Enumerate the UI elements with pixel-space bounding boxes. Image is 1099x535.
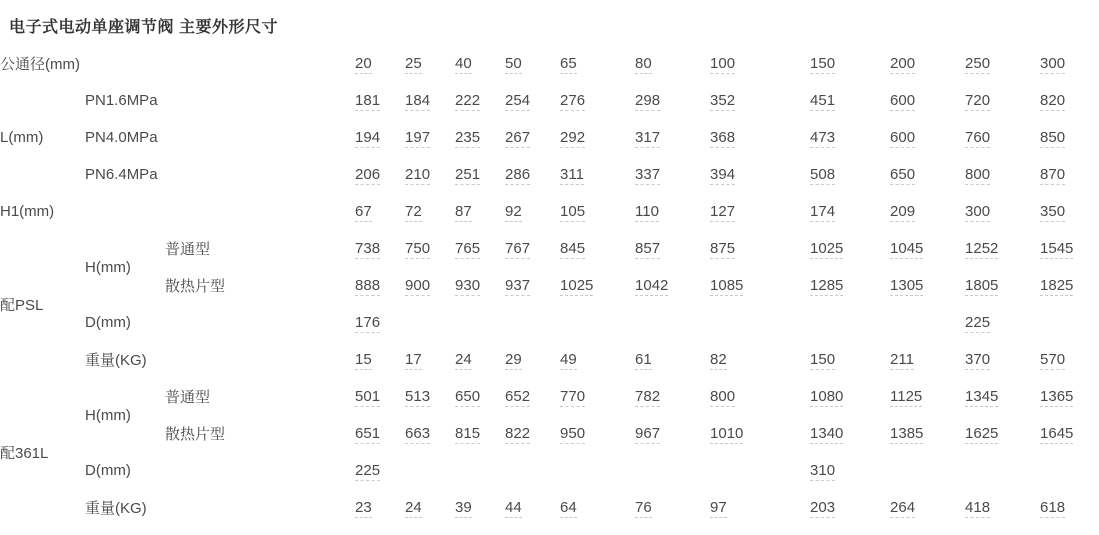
value-cell: 1345 — [965, 388, 999, 405]
value-cell: 513 — [405, 388, 431, 405]
value-cell: 1285 — [810, 277, 844, 294]
value-cell: 235 — [455, 129, 481, 146]
value-cell: 501 — [355, 388, 381, 405]
value-cell: 225 — [965, 314, 991, 331]
value-cell: 24 — [455, 351, 472, 368]
value-cell: 1625 — [965, 425, 999, 442]
table-row — [0, 304, 1099, 341]
value-cell: 352 — [710, 92, 736, 109]
value-cell: 92 — [505, 203, 522, 220]
value-cell — [965, 452, 1040, 489]
value-cell: 1365 — [1040, 388, 1074, 405]
value-cell — [405, 304, 455, 341]
value-cell: 209 — [890, 203, 916, 220]
value-cell: 451 — [810, 92, 836, 109]
value-cell: 394 — [710, 166, 736, 183]
row-label-weight: 重量(KG) — [85, 352, 147, 369]
value-cell — [890, 304, 965, 341]
row-label-pn16: PN1.6MPa — [85, 92, 158, 109]
row-label-L: L(mm) — [0, 129, 44, 146]
table-row — [0, 82, 1099, 119]
value-cell: 800 — [710, 388, 736, 405]
value-cell: 110 — [635, 203, 659, 220]
row-label-D: D(mm) — [85, 462, 131, 479]
value-cell: 663 — [405, 425, 431, 442]
value-cell: 651 — [355, 425, 381, 442]
value-cell: 1025 — [810, 240, 844, 257]
value-cell: 1025 — [560, 277, 594, 294]
value-cell: 310 — [810, 462, 836, 479]
table-row — [0, 230, 1099, 267]
value-cell: 1645 — [1040, 425, 1074, 442]
col-header-cell: 20 — [355, 55, 372, 72]
row-label-pn40: PN4.0MPa — [85, 129, 158, 146]
value-cell: 600 — [890, 129, 916, 146]
value-cell: 418 — [965, 499, 991, 516]
value-cell: 760 — [965, 129, 991, 146]
value-cell: 49 — [560, 351, 577, 368]
value-cell: 967 — [635, 425, 661, 442]
table-row — [0, 119, 1099, 156]
col-header-cell: 200 — [890, 55, 916, 72]
row-label-standard-type: 普通型 — [165, 241, 211, 258]
value-cell: 875 — [710, 240, 736, 257]
value-cell: 1805 — [965, 277, 999, 294]
value-cell — [810, 304, 890, 341]
value-cell — [560, 304, 635, 341]
value-cell: 222 — [455, 92, 481, 109]
value-cell: 97 — [710, 499, 727, 516]
value-cell: 39 — [455, 499, 472, 516]
value-cell: 286 — [505, 166, 531, 183]
row-label-weight: 重量(KG) — [85, 500, 147, 517]
col-header-cell: 25 — [405, 55, 422, 72]
value-cell: 251 — [455, 166, 481, 183]
value-cell: 650 — [455, 388, 481, 405]
value-cell: 211 — [890, 351, 914, 368]
value-cell: 1545 — [1040, 240, 1074, 257]
value-cell: 1385 — [890, 425, 924, 442]
row-label-D: D(mm) — [85, 314, 131, 331]
value-cell: 600 — [890, 92, 916, 109]
value-cell: 72 — [405, 203, 422, 220]
value-cell: 300 — [965, 203, 991, 220]
row-label-H1: H1(mm) — [0, 203, 55, 220]
value-cell: 570 — [1040, 351, 1066, 368]
value-cell: 850 — [1040, 129, 1066, 146]
value-cell: 105 — [560, 203, 586, 220]
row-label-nominal-diameter: 公通径(mm) — [0, 56, 80, 73]
value-cell — [560, 452, 635, 489]
value-cell: 17 — [405, 351, 422, 368]
value-cell — [710, 304, 810, 341]
value-cell: 176 — [355, 314, 381, 331]
value-cell: 900 — [405, 277, 431, 294]
value-cell — [890, 452, 965, 489]
value-cell: 210 — [405, 166, 431, 183]
value-cell: 1080 — [810, 388, 844, 405]
value-cell — [505, 452, 560, 489]
value-cell: 888 — [355, 277, 381, 294]
row-label-pn64: PN6.4MPa — [85, 166, 158, 183]
value-cell: 76 — [635, 499, 652, 516]
value-cell: 950 — [560, 425, 586, 442]
table-row — [0, 452, 1099, 489]
value-cell — [505, 304, 560, 341]
col-header-cell: 65 — [560, 55, 577, 72]
value-cell: 1042 — [635, 277, 669, 294]
value-cell: 181 — [355, 92, 381, 109]
value-cell: 370 — [965, 351, 991, 368]
row-label-standard-type: 普通型 — [165, 389, 211, 406]
col-header-cell: 50 — [505, 55, 522, 72]
value-cell: 197 — [405, 129, 431, 146]
value-cell — [455, 304, 505, 341]
value-cell: 67 — [355, 203, 372, 220]
row-label-finned-type: 散热片型 — [165, 278, 226, 295]
table-row — [0, 193, 1099, 230]
value-cell: 292 — [560, 129, 586, 146]
value-cell: 1125 — [890, 388, 923, 405]
col-header-cell: 100 — [710, 55, 736, 72]
col-header-cell: 40 — [455, 55, 472, 72]
value-cell: 1305 — [890, 277, 924, 294]
value-cell: 127 — [710, 203, 736, 220]
value-cell — [635, 304, 710, 341]
spec-table — [0, 45, 1099, 526]
value-cell: 930 — [455, 277, 481, 294]
value-cell: 174 — [810, 203, 836, 220]
value-cell: 1010 — [710, 425, 744, 442]
value-cell — [405, 452, 455, 489]
page-title: 电子式电动单座调节阀 主要外形尺寸 — [9, 19, 278, 36]
col-header-cell: 80 — [635, 55, 652, 72]
value-cell: 15 — [355, 351, 372, 368]
value-cell: 720 — [965, 92, 991, 109]
row-label-finned-type: 散热片型 — [165, 426, 226, 443]
col-header-cell: 250 — [965, 55, 991, 72]
value-cell: 64 — [560, 499, 577, 516]
value-cell — [1040, 304, 1099, 341]
table-row — [0, 156, 1099, 193]
value-cell: 765 — [455, 240, 481, 257]
row-label-H: H(mm) — [85, 406, 131, 424]
table-row — [0, 415, 1099, 452]
col-header-cell: 300 — [1040, 55, 1066, 72]
value-cell: 750 — [405, 240, 431, 257]
value-cell: 845 — [560, 240, 586, 257]
value-cell — [455, 452, 505, 489]
value-cell: 857 — [635, 240, 661, 257]
col-header-cell: 150 — [810, 55, 836, 72]
value-cell: 770 — [560, 388, 586, 405]
value-cell: 44 — [505, 499, 522, 516]
table-row — [0, 378, 1099, 415]
row-label-H: H(mm) — [85, 258, 131, 276]
value-cell: 1825 — [1040, 277, 1074, 294]
value-cell: 29 — [505, 351, 522, 368]
value-cell: 937 — [505, 277, 531, 294]
table-row — [0, 341, 1099, 378]
value-cell: 1085 — [710, 277, 744, 294]
value-cell: 508 — [810, 166, 836, 183]
value-cell — [635, 452, 710, 489]
value-cell — [710, 452, 810, 489]
value-cell: 194 — [355, 129, 381, 146]
value-cell: 1252 — [965, 240, 999, 257]
value-cell: 150 — [810, 351, 836, 368]
value-cell: 276 — [560, 92, 586, 109]
value-cell — [1040, 452, 1099, 489]
row-label-psl-group: 配PSL — [0, 296, 44, 314]
value-cell: 1340 — [810, 425, 844, 442]
value-cell: 800 — [965, 166, 991, 183]
value-cell: 82 — [710, 351, 727, 368]
value-cell: 203 — [810, 499, 836, 516]
value-cell: 184 — [405, 92, 431, 109]
value-cell: 870 — [1040, 166, 1066, 183]
value-cell: 264 — [890, 499, 916, 516]
value-cell: 650 — [890, 166, 916, 183]
value-cell: 652 — [505, 388, 531, 405]
value-cell: 815 — [455, 425, 481, 442]
value-cell: 820 — [1040, 92, 1066, 109]
value-cell: 618 — [1040, 499, 1066, 516]
value-cell: 23 — [355, 499, 372, 516]
table-row — [0, 489, 1099, 526]
value-cell: 368 — [710, 129, 736, 146]
value-cell: 254 — [505, 92, 531, 109]
value-cell: 206 — [355, 166, 381, 183]
value-cell: 298 — [635, 92, 661, 109]
value-cell: 782 — [635, 388, 661, 405]
value-cell: 822 — [505, 425, 531, 442]
table-row — [0, 45, 1099, 82]
value-cell: 87 — [455, 203, 472, 220]
value-cell: 337 — [635, 166, 661, 183]
value-cell: 473 — [810, 129, 836, 146]
value-cell: 317 — [635, 129, 661, 146]
value-cell: 267 — [505, 129, 531, 146]
value-cell: 1045 — [890, 240, 924, 257]
value-cell: 311 — [560, 166, 584, 183]
value-cell: 225 — [355, 462, 381, 479]
value-cell: 24 — [405, 499, 422, 516]
value-cell: 767 — [505, 240, 531, 257]
value-cell: 350 — [1040, 203, 1066, 220]
value-cell: 61 — [635, 351, 652, 368]
value-cell: 738 — [355, 240, 381, 257]
table-row — [0, 267, 1099, 304]
row-label-361l-group: 配361L — [0, 444, 49, 462]
